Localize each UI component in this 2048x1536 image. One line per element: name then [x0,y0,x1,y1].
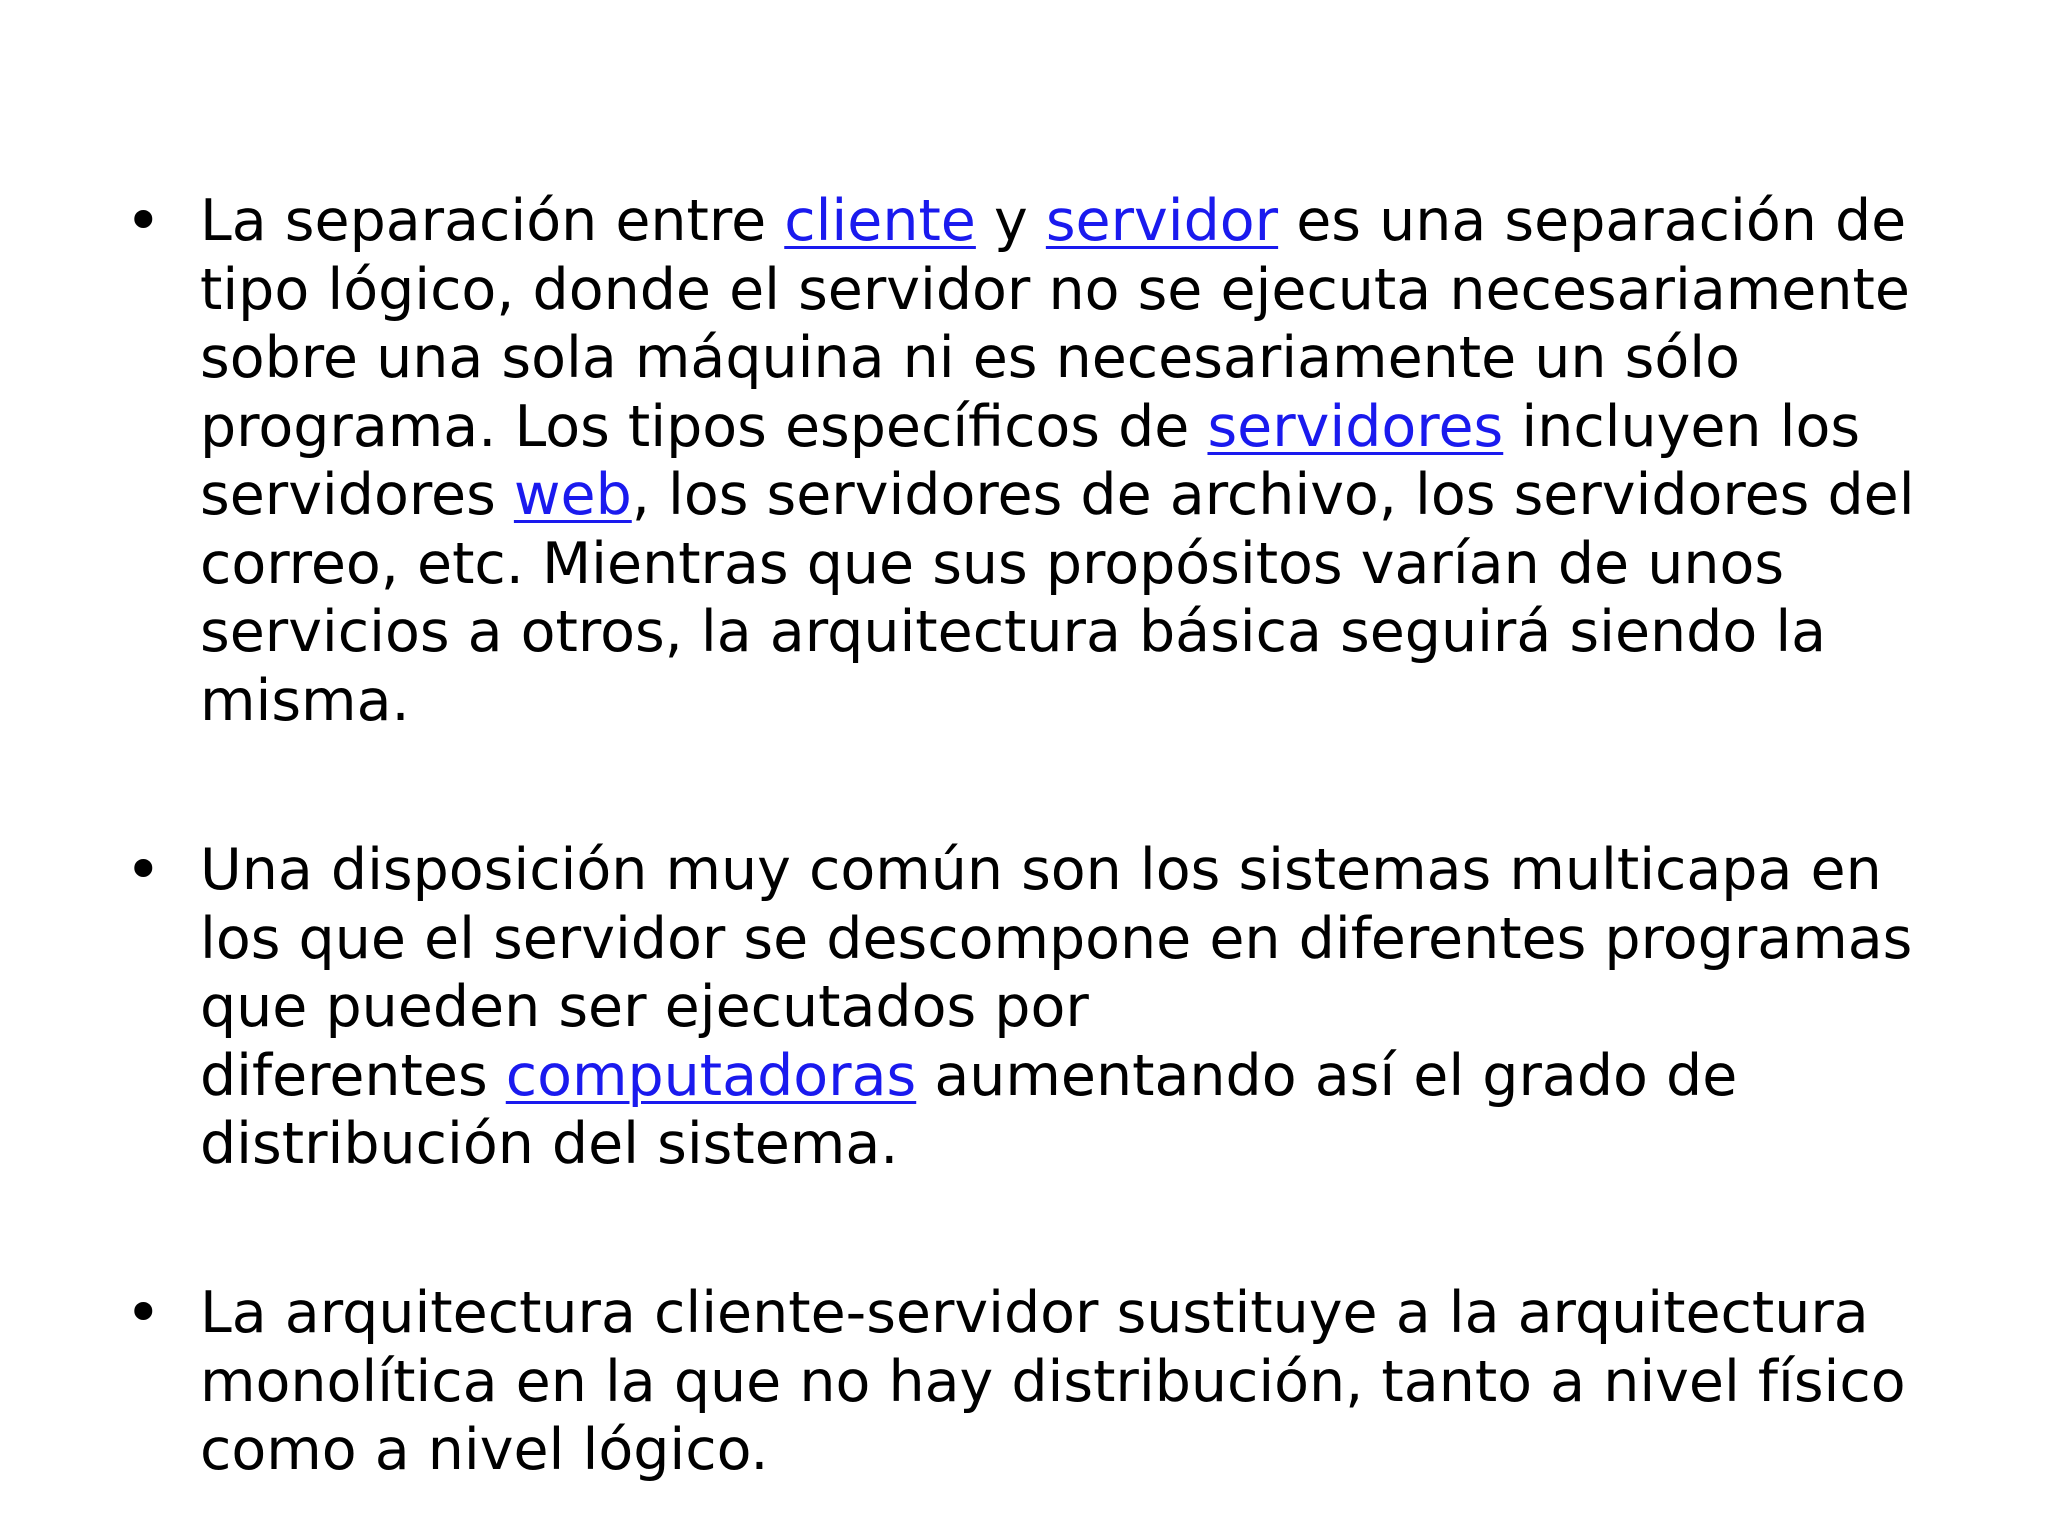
text-line [200,836,1955,905]
text-line [200,973,1955,1042]
text-span: La arquitectura cliente-servidor sustituye a la arquitectura [200,1280,1869,1346]
text-line [200,324,1955,393]
text-line [200,530,1955,599]
text-line [200,1416,1955,1485]
text-span: como a nivel lógico. [200,1417,769,1483]
text-line [200,1042,1955,1111]
text-span: aumentando así el grado de [916,1042,1738,1109]
text-span: La separación entre [200,188,785,254]
text-span: distribución del sistema. [200,1111,899,1177]
link-computadoras[interactable]: computadoras [505,1042,917,1109]
text-line [200,187,1955,256]
link-servidor[interactable]: servidor [1045,188,1279,254]
text-span: , los servidores de archivo, los servidores del [631,462,1915,528]
text-span: Una disposición muy común son los sistemas multicapa en [200,837,1882,903]
text-span: correo, etc. Mientras que sus propósitos varían de unos [200,530,1785,597]
text-line [200,667,1955,736]
text-span: servidores [200,462,514,528]
bullet-dot-icon: • [125,1276,162,1349]
text-span: es una separación de [1278,188,1907,254]
text-span: los que el servidor se descompone en diferentes programas [200,905,1913,972]
text-span: monolítica en la que no hay distribución, tanto a nivel físico [200,1348,1906,1415]
text-span: programa. Los tipos específicos de [200,393,1208,460]
text-span: que pueden ser ejecutados por [200,974,1089,1040]
bullet-text [200,187,1955,735]
text-span: servicios a otros, la arquitectura básica seguirá siendo la [200,599,1827,665]
text-span: misma. [200,667,410,734]
link-web[interactable]: web [513,462,632,528]
link-cliente[interactable]: cliente [784,188,976,254]
text-line [200,598,1955,667]
text-line [200,1110,1955,1179]
text-span: y [975,188,1046,254]
bullet-text [200,1279,1955,1485]
text-span: tipo lógico, donde el servidor no se ejecuta necesariamente [200,256,1910,323]
text-line [200,1348,1955,1417]
text-line [200,1279,1955,1348]
text-line [200,256,1955,325]
text-span: diferentes [200,1042,506,1109]
bullet-dot-icon: • [125,184,162,257]
text-span: sobre una sola máquina ni es necesariamente un sólo [200,325,1740,391]
text-line [200,393,1955,462]
text-line [200,461,1955,530]
bullet-text [200,836,1955,1179]
text-line [200,905,1955,974]
bullet-dot-icon: • [125,833,162,906]
link-servidores[interactable]: servidores [1207,393,1504,460]
text-span: incluyen los [1503,393,1861,460]
